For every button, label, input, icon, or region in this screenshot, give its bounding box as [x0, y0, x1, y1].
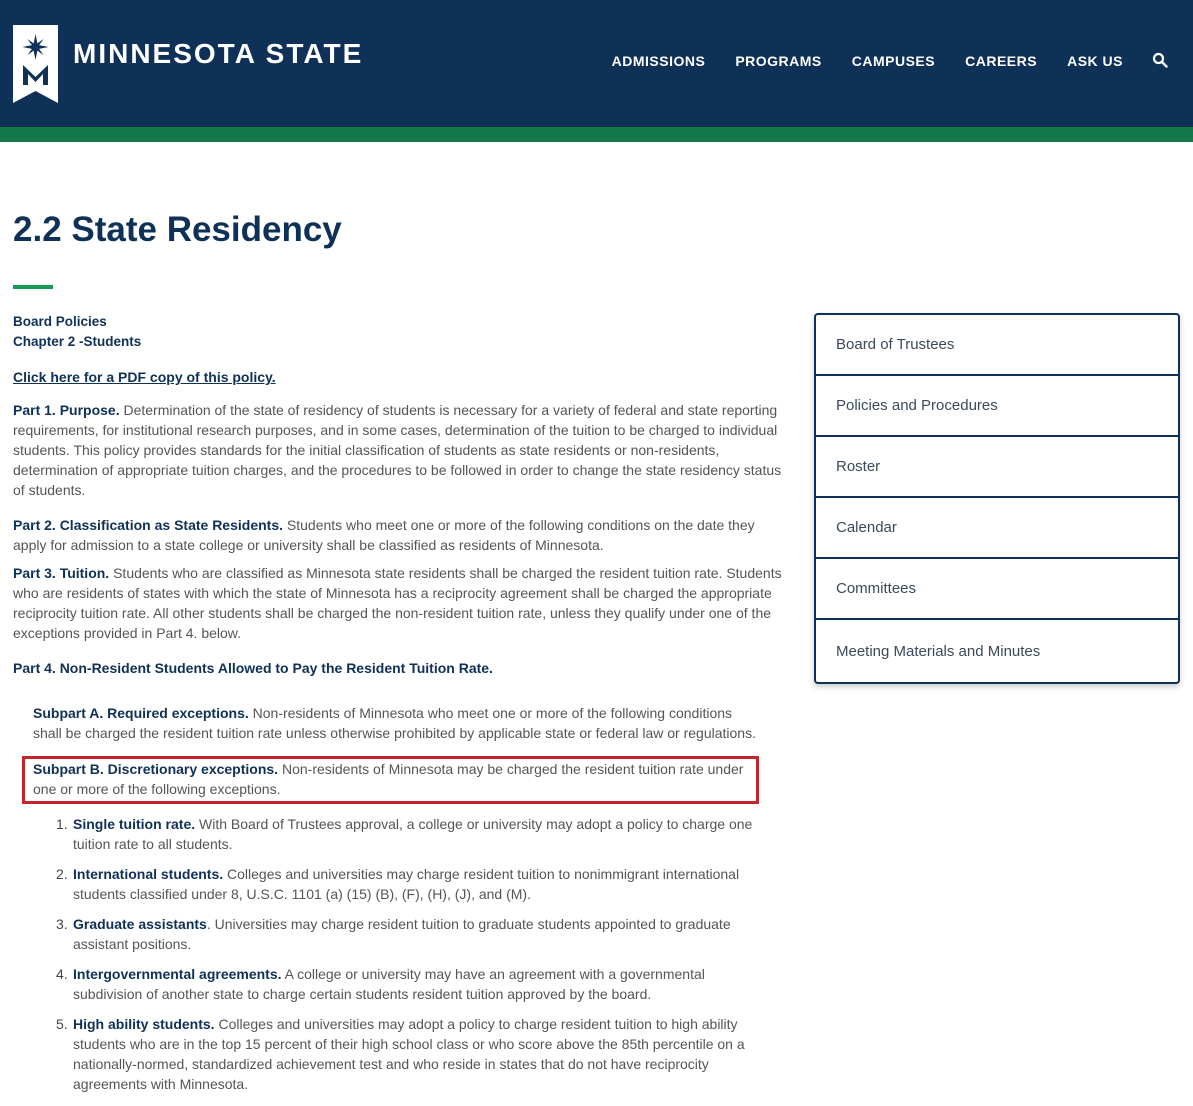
list-number: 2. — [56, 866, 68, 882]
sidebar-item-policies-and-procedures[interactable]: Policies and Procedures — [816, 376, 1178, 437]
minnesota-state-logo-icon[interactable] — [13, 25, 58, 103]
exception-text: Colleges and universities may adopt a policy to charge resident tuition to high ability students who are in the top 15 percent of their high school class or who score above the 85th percentile on a nationally-normed, standardized achievement test and who reside in states that do not have reciprocity agreements with Minnesota. — [73, 1016, 745, 1092]
discretionary-exceptions-list — [56, 814, 760, 1104]
exception-text: A college or university may have an agreement with a governmental subdivision of another state to charge certain students resident tuition approved by the board. — [73, 966, 705, 1002]
list-item — [56, 964, 760, 1004]
part-2-text: Students who meet one or more of the following conditions on the date they apply for admission to a state college or university shall be classified as residents of Minnesota. — [13, 517, 755, 553]
header-accent-strip — [0, 127, 1193, 142]
policy-chapter: Chapter 2 -Students — [13, 334, 142, 349]
board-sidebar-nav — [814, 313, 1180, 684]
part-4 — [13, 658, 785, 678]
exception-heading: Intergovernmental agreements. — [73, 966, 282, 982]
list-item — [56, 1014, 760, 1094]
exception-heading: Single tuition rate. — [73, 816, 196, 832]
subpart-b-text: Non-residents of Minnesota may be charged the resident tuition rate under one or more of the following exceptions. — [33, 761, 744, 797]
policy-content — [13, 312, 788, 797]
search-icon[interactable] — [1152, 52, 1168, 68]
pdf-copy-link[interactable]: Click here for a PDF copy of this policy. — [13, 369, 276, 385]
part-1 — [13, 400, 785, 500]
page-title: 2.2 State Residency — [13, 210, 342, 249]
policy-category: Board Policies — [13, 314, 107, 329]
nav-ask-us[interactable]: ASK US — [1067, 53, 1123, 69]
part-1-text: Determination of the state of residency of students is necessary for a variety of federal and state reporting requirements, for institutional research purposes, and in some cases, determination of the tuition to be charged to individual students. This policy provides standards for the initial classification of students as state residents or non-residents, determination of appropriate tuition charges, and the procedures to be followed in order to change the state residency status of students. — [13, 402, 782, 498]
part-4-heading: Part 4. Non-Resident Students Allowed to Pay the Resident Tuition Rate. — [13, 660, 493, 676]
part-3-heading: Part 3. Tuition. — [13, 565, 110, 581]
subpart-a-text: Non-residents of Minnesota who meet one or more of the following conditions shall be charged the resident tuition rate unless otherwise prohibited by applicable state or federal law or regulations. — [33, 705, 756, 741]
nav-programs[interactable]: PROGRAMS — [735, 53, 822, 69]
sidebar-item-calendar[interactable]: Calendar — [816, 498, 1178, 559]
nav-careers[interactable]: CAREERS — [965, 53, 1038, 69]
sidebar-item-committees[interactable]: Committees — [816, 559, 1178, 620]
part-2 — [13, 515, 785, 555]
exception-text: . Universities may charge resident tuition to graduate students appointed to graduate assistant positions. — [73, 916, 731, 952]
list-number: 1. — [56, 816, 68, 832]
exception-heading: High ability students. — [73, 1016, 215, 1032]
title-underline — [13, 285, 53, 289]
sidebar-item-meeting-materials[interactable]: Meeting Materials and Minutes — [836, 642, 1041, 660]
exception-heading: International students. — [73, 866, 224, 882]
subpart-a-heading: Subpart A. Required exceptions. — [33, 705, 249, 721]
subpart-a — [33, 703, 758, 743]
exception-text: Colleges and universities may charge resident tuition to nonimmigrant international students classified under 8, U.S.C. 1101 (a) (15) (B), (F), (H), (J), and (M). — [73, 866, 740, 902]
nav-admissions[interactable]: ADMISSIONS — [611, 53, 706, 69]
list-item — [56, 864, 760, 904]
main-nav — [582, 53, 1123, 69]
exception-heading: Graduate assistants — [73, 916, 207, 932]
part-3-text: Students who are classified as Minnesota state residents shall be charged the resident tuition rate. Students who are residents of states with which the state of Minnesota has a reciprocity agreement shall be charged the appropriate reciprocity tuition rate. All other students shall be charged the non-resident tuition rate, unless they qualify under one of the exceptions provided in Part 4. below. — [13, 565, 782, 641]
part-3 — [13, 563, 785, 643]
subpart-b-heading: Subpart B. Discretionary exceptions. — [33, 761, 279, 777]
brand-name[interactable]: MINNESOTA STATE — [73, 38, 364, 69]
nav-campuses[interactable]: CAMPUSES — [851, 53, 936, 69]
exception-text: With Board of Trustees approval, a college or university may adopt a policy to charge one tuition rate to all students. — [73, 816, 753, 852]
highlight-annotation — [22, 756, 759, 804]
sidebar-item-roster[interactable]: Roster — [816, 437, 1178, 498]
part-1-heading: Part 1. Purpose. — [13, 402, 120, 418]
list-number: 5. — [56, 1016, 68, 1032]
part-2-heading: Part 2. Classification as State Residents. — [13, 517, 283, 533]
sidebar-item-board-of-trustees[interactable]: Board of Trustees — [816, 315, 1178, 376]
list-item — [56, 914, 760, 954]
list-number: 4. — [56, 966, 68, 982]
list-item — [56, 814, 760, 854]
list-number: 3. — [56, 916, 68, 932]
